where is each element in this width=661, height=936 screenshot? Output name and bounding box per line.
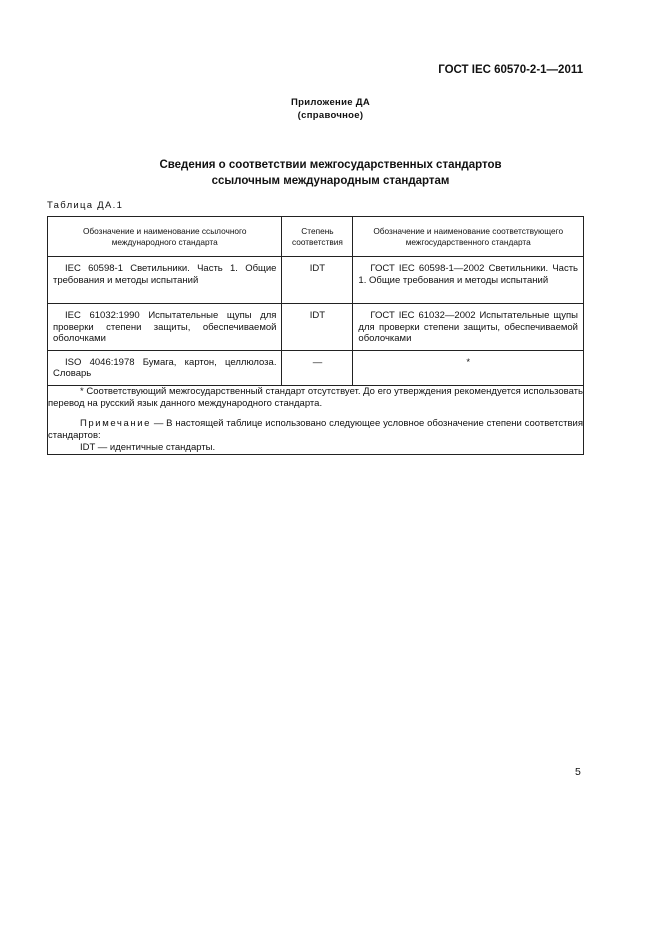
section-title: [0, 157, 661, 189]
table-header-row: [48, 217, 584, 257]
page-number: 5: [575, 766, 581, 778]
standards-table: [47, 216, 584, 455]
table-notes: [48, 385, 584, 454]
table-caption: Таблица ДА.1: [47, 200, 124, 211]
table-row: [48, 257, 584, 304]
cell-national: *: [353, 350, 584, 385]
cell-national: ГОСТ IEC 60598-1—2002 Светильники. Часть 1. Общие требования и методы испытаний: [353, 257, 584, 304]
cell-intl: IEC 60598-1 Светильники. Часть 1. Общие требования и методы испытаний: [48, 257, 282, 304]
header-degree: Степень соответствия: [282, 217, 353, 257]
document-code: ГОСТ IEC 60570-2-1—2011: [438, 64, 583, 76]
cell-degree: IDT: [282, 304, 353, 351]
cell-national: ГОСТ IEC 61032—2002 Испытательные щупы для проверки степени защиты, обеспечиваемой оболочками: [353, 304, 584, 351]
note-label: Примечание: [80, 417, 151, 429]
header-national-standard: Обозначение и наименование соответствующего межгосударственного стандарта: [353, 217, 584, 257]
note: [48, 418, 583, 442]
section-title-line2: ссылочным международным стандартам: [211, 175, 450, 187]
table-notes-row: [48, 385, 584, 454]
table-row: [48, 304, 584, 351]
table-row: [48, 350, 584, 385]
section-title-line1: Сведения о соответствии межгосударственных стандартов: [159, 159, 502, 171]
annex-heading: [0, 96, 661, 122]
footnote: * Соответствующий межгосударственный стандарт отсутствует. До его утверждения рекомендуется использовать перевод на русский язык данного международного стандарта.: [48, 385, 583, 409]
note-idt: IDT — идентичные стандарты.: [80, 441, 216, 453]
cell-intl: ISO 4046:1978 Бумага, картон, целлюлоза. Словарь: [48, 350, 282, 385]
header-intl-standard: Обозначение и наименование ссылочного международного стандарта: [48, 217, 282, 257]
cell-intl: IEC 61032:1990 Испытательные щупы для проверки степени защиты, обеспечиваемой оболочками: [48, 304, 282, 351]
annex-title: Приложение ДА: [291, 97, 370, 108]
cell-degree: IDT: [282, 257, 353, 304]
note-text: — В настоящей таблице использовано следующее условное обозначение степени соответствия стандартов:: [48, 417, 583, 441]
cell-degree: —: [282, 350, 353, 385]
annex-subtitle: (справочное): [297, 110, 364, 121]
